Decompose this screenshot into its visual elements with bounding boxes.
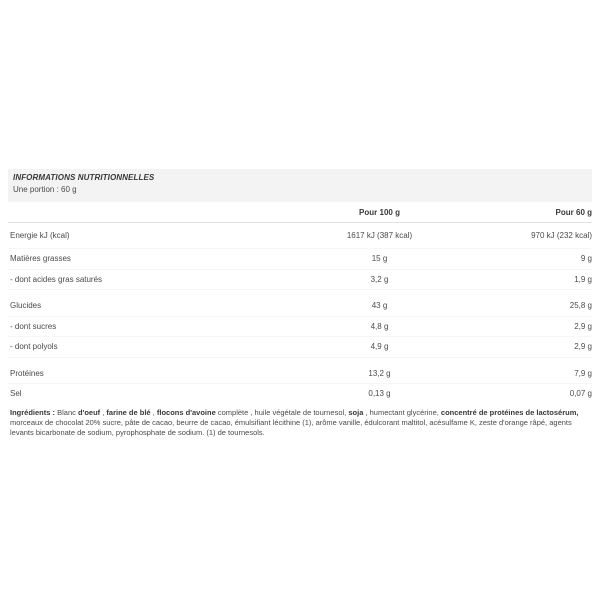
row-value-per-100g: 15 g — [371, 254, 388, 264]
row-label: Energie kJ (kcal) — [10, 231, 70, 240]
column-header-per-100g: Pour 100 g — [359, 207, 400, 217]
ingredient-segment: complète , huile végétale de tournesol, — [215, 407, 349, 417]
row-label: Sel — [10, 389, 22, 399]
table-row-matieres-grasses — [8, 249, 592, 270]
table-row-acides-gras-satures — [8, 270, 592, 291]
row-value-per-100g: 4,9 g — [370, 342, 389, 352]
row-value-per-60g: 7,9 g — [574, 368, 592, 378]
table-row-sucres — [8, 317, 592, 338]
row-value-per-60g: 9 g — [580, 254, 592, 264]
row-label: Matières grasses — [10, 254, 71, 264]
row-label: - dont polyols — [10, 342, 58, 352]
portion-size: Une portion : 60 g — [13, 185, 77, 194]
ingredients-label: Ingrédients : — [10, 407, 56, 417]
row-value-per-100g: 43 g — [371, 301, 388, 311]
ingredient-segment: farine de blé — [106, 407, 151, 417]
nutrition-panel — [8, 169, 592, 438]
row-label: Glucides — [10, 301, 42, 311]
row-value-per-100g: 4,8 g — [370, 321, 389, 331]
row-label: Protéines — [10, 368, 44, 378]
table-row-polyols — [8, 337, 592, 358]
row-value-per-60g: 970 kJ (232 kcal) — [531, 231, 592, 240]
row-value-per-60g: 2,9 g — [574, 342, 592, 352]
ingredient-segment: d'oeuf — [77, 407, 101, 417]
column-header-per-60g: Pour 60 g — [555, 207, 592, 217]
table-row-proteines — [8, 364, 592, 385]
ingredient-segment: Blanc — [55, 407, 78, 417]
ingredient-segment: concentré de protéines de lactosérum, — [440, 407, 579, 417]
ingredients-paragraph — [8, 408, 592, 438]
row-value-per-100g: 1617 kJ (387 kcal) — [346, 231, 413, 240]
row-value-per-60g: 25,8 g — [569, 301, 592, 311]
row-value-per-60g: 0,07 g — [569, 389, 592, 399]
table-row-glucides — [8, 296, 592, 317]
row-label: - dont sucres — [10, 321, 57, 331]
ingredient-segment: morceaux de chocolat 20% sucre, pâte de cacao, beurre de cacao, émulsifiant lécithine (1), arôme vanille, édulcorant maltitol, acésulfame K, zeste d'orange râpé, agents levants bicarbonate de sodium, pyrophosphate de sodium. (1) de tournesols. — [10, 417, 572, 437]
ingredient-segment: soja — [348, 407, 364, 417]
row-value-per-100g: 3,2 g — [370, 274, 389, 284]
table-row-sel — [8, 384, 592, 404]
ingredient-segment: , humectant glycérine, — [363, 407, 441, 417]
row-value-per-60g: 2,9 g — [574, 321, 592, 331]
row-value-per-100g: 0,13 g — [368, 389, 391, 399]
ingredient-segment: , — [150, 407, 157, 417]
row-value-per-60g: 1,9 g — [574, 274, 592, 284]
nutrition-header-box — [8, 169, 592, 202]
section-title: INFORMATIONS NUTRITIONNELLES — [13, 173, 155, 182]
ingredient-segment: flocons d'avoine — [156, 407, 216, 417]
row-value-per-100g: 13,2 g — [368, 368, 391, 378]
row-label: - dont acides gras saturés — [10, 274, 103, 284]
nutrition-table — [8, 202, 592, 404]
table-row-energie — [8, 223, 592, 249]
ingredient-segment: , — [100, 407, 107, 417]
table-header-row — [8, 202, 592, 223]
